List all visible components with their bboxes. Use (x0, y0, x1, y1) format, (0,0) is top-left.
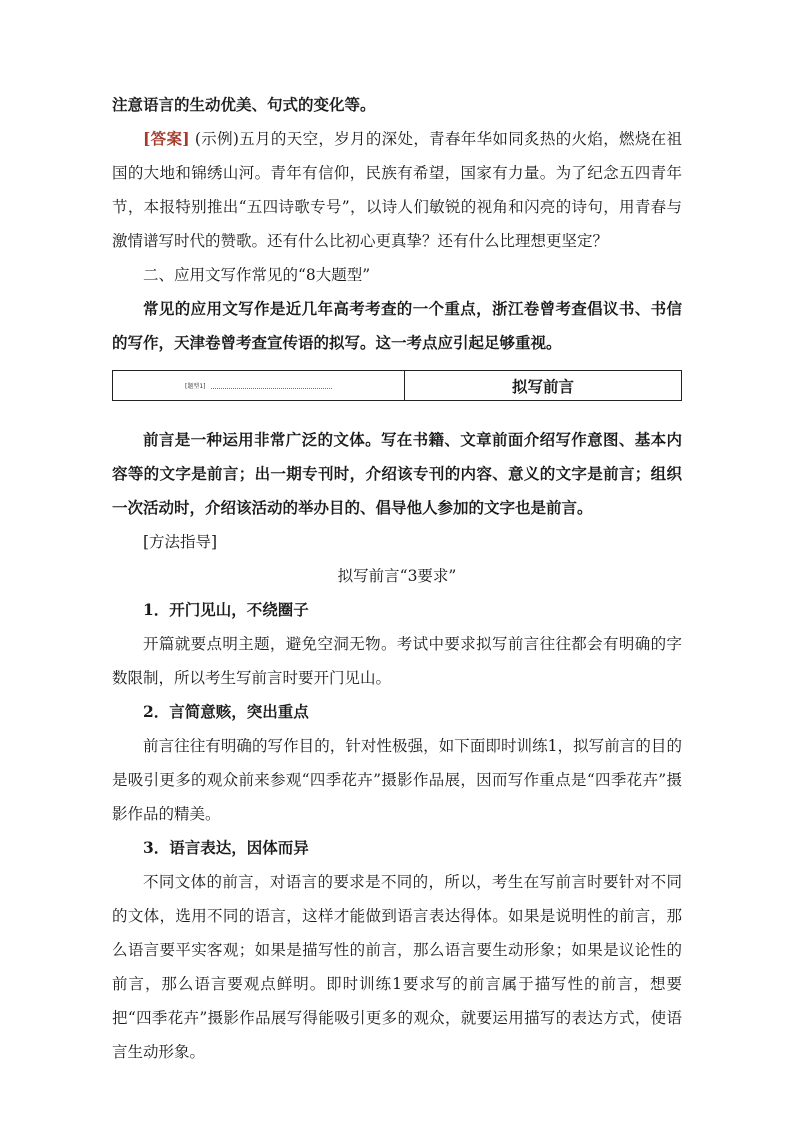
table-title-cell: 拟写前言 (511, 376, 574, 396)
question-type-tag: [题型1] (185, 383, 206, 390)
table-left-cell (113, 371, 405, 400)
requirement-1-heading: 1．开门见山，不绕圈子 (143, 600, 309, 619)
requirement-3-heading: 3．语言表达，因体而异 (143, 838, 309, 857)
intro-line: 注意语言的生动优美、句式的变化等。 (112, 95, 376, 114)
document-page (112, 88, 682, 1069)
method-title: 拟写前言“3要求” (337, 567, 457, 585)
method-label: [方法指导] (143, 533, 218, 551)
requirement-2-heading: 2．言简意赅，突出重点 (143, 702, 309, 721)
answer-text: (示例)五月的天空，岁月的深处，青春年华如同炙热的火焰，燃烧在祖国的大地和锦绣山河。青年有信仰，民族有希望，国家有力量。为了纪念五四青年节，本报特别推出“五四诗歌专号”，以诗人们敏锐的视角和闪亮的诗句，用青春与激情谱写时代的赞歌。还有什么比初心更真挚？还有什么比理想更坚定？ (112, 130, 682, 250)
definition-paragraph: 前言是一种运用非常广泛的文体。写在书籍、文章前面介绍写作意图、基本内容等的文字是前言；出一期专刊时，介绍该专刊的内容、意义的文字是前言；组织一次活动时，介绍该活动的举办目的、倡导他人参加的文字也是前言。 (112, 430, 682, 517)
requirement-2-text: 前言往往有明确的写作目的，针对性极强，如下面即时训练1，拟写前言的目的是吸引更多的观众前来参观“四季花卉”摄影作品展，因而写作重点是“四季花卉”摄影作品的精美。 (112, 737, 682, 823)
answer-paragraph (112, 122, 682, 258)
question-type-table (112, 370, 682, 401)
requirement-1-text: 开篇就要点明主题，避免空洞无物。考试中要求拟写前言往往都会有明确的字数限制，所以考生写前言时要开门见山。 (112, 635, 682, 687)
dotted-leader (211, 388, 332, 389)
section-heading: 二、应用文写作常见的“8大题型” (143, 266, 371, 284)
requirement-3-text: 不同文体的前言，对语言的要求是不同的，所以，考生在写前言时要针对不同的文体，选用不同的语言，这样才能做到语言表达得体。如果是说明性的前言，那么语言要平实客观；如果是描写性的前言，那么语言要生动形象；如果是议论性的前言，那么语言要观点鲜明。即时训练1要求写的前言属于描写性的前言，想要把“四季花卉”摄影作品展写得能吸引更多的观众，就要运用描写的表达方式，使语言生动形象。 (112, 873, 682, 1061)
section-intro: 常见的应用文写作是近几年高考考查的一个重点，浙江卷曾考查倡议书、书信的写作，天津卷曾考查宣传语的拟写。这一考点应引起足够重视。 (112, 299, 682, 352)
answer-tag: [答案] (143, 129, 190, 148)
